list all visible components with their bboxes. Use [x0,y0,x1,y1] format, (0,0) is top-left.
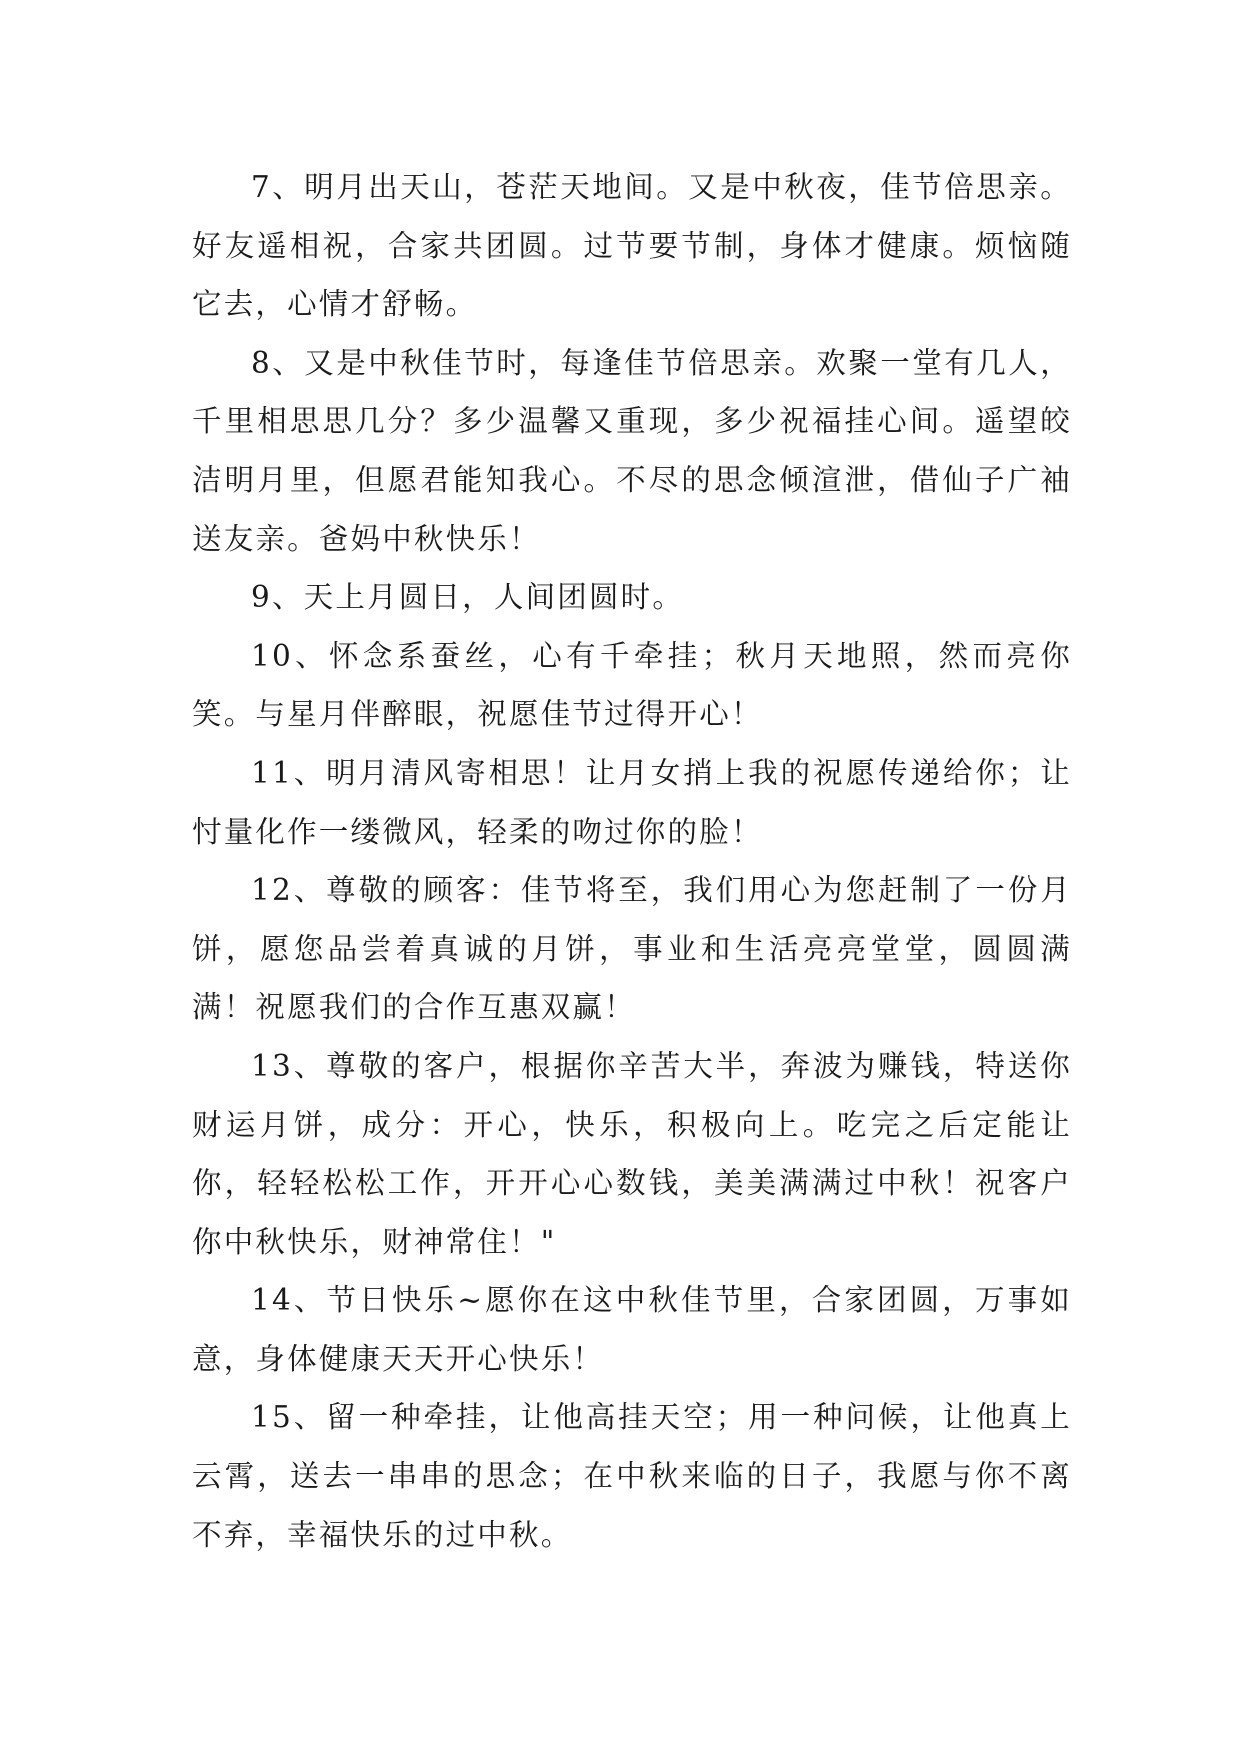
paragraph-15: 15、留一种牵挂，让他高挂天空；用一种问候，让他真上云霄，送去一串串的思念；在中秋来临的日子，我愿与你不离不弃，幸福快乐的过中秋。 [192,1400,1072,1552]
document-body [192,158,1072,1564]
paragraph-8: 8、又是中秋佳节时，每逢佳节倍思亲。欢聚一堂有几人，千里相思思几分？多少温馨又重现，多少祝福挂心间。遥望皎洁明月里，但愿君能知我心。不尽的思念倾渲泄，借仙子广袖送友亲。爸妈中秋快乐！ [192,345,1072,556]
paragraph-7: 7、明月出天山，苍茫天地间。又是中秋夜，佳节倍思亲。好友遥相祝，合家共团圆。过节要节制，身体才健康。烦恼随它去，心情才舒畅。 [192,170,1072,322]
paragraph-14: 14、节日快乐~愿你在这中秋佳节里，合家团圆，万事如意，身体健康天天开心快乐！ [192,1283,1072,1376]
paragraph-13: 13、尊敬的客户，根据你辛苦大半，奔波为赚钱，特送你财运月饼，成分：开心，快乐，积极向上。吃完之后定能让你，轻轻松松工作，开开心心数钱，美美满满过中秋！祝客户你中秋快乐，财神常住！" [192,1048,1072,1259]
paragraph-10: 10、怀念系蚕丝，心有千牵挂；秋月天地照，然而亮你笑。与星月伴醉眼，祝愿佳节过得开心！ [192,638,1072,732]
paragraph-12: 12、尊敬的顾客：佳节将至，我们用心为您赶制了一份月饼，愿您品尝着真诚的月饼，事业和生活亮亮堂堂，圆圆满满！祝愿我们的合作互惠双赢！ [192,873,1072,1025]
paragraph-9: 9、天上月圆日，人间团圆时。 [251,580,685,615]
paragraph-11: 11、明月清风寄相思！让月女捎上我的祝愿传递给你；让忖量化作一缕微风，轻柔的吻过你的脸！ [192,755,1072,849]
